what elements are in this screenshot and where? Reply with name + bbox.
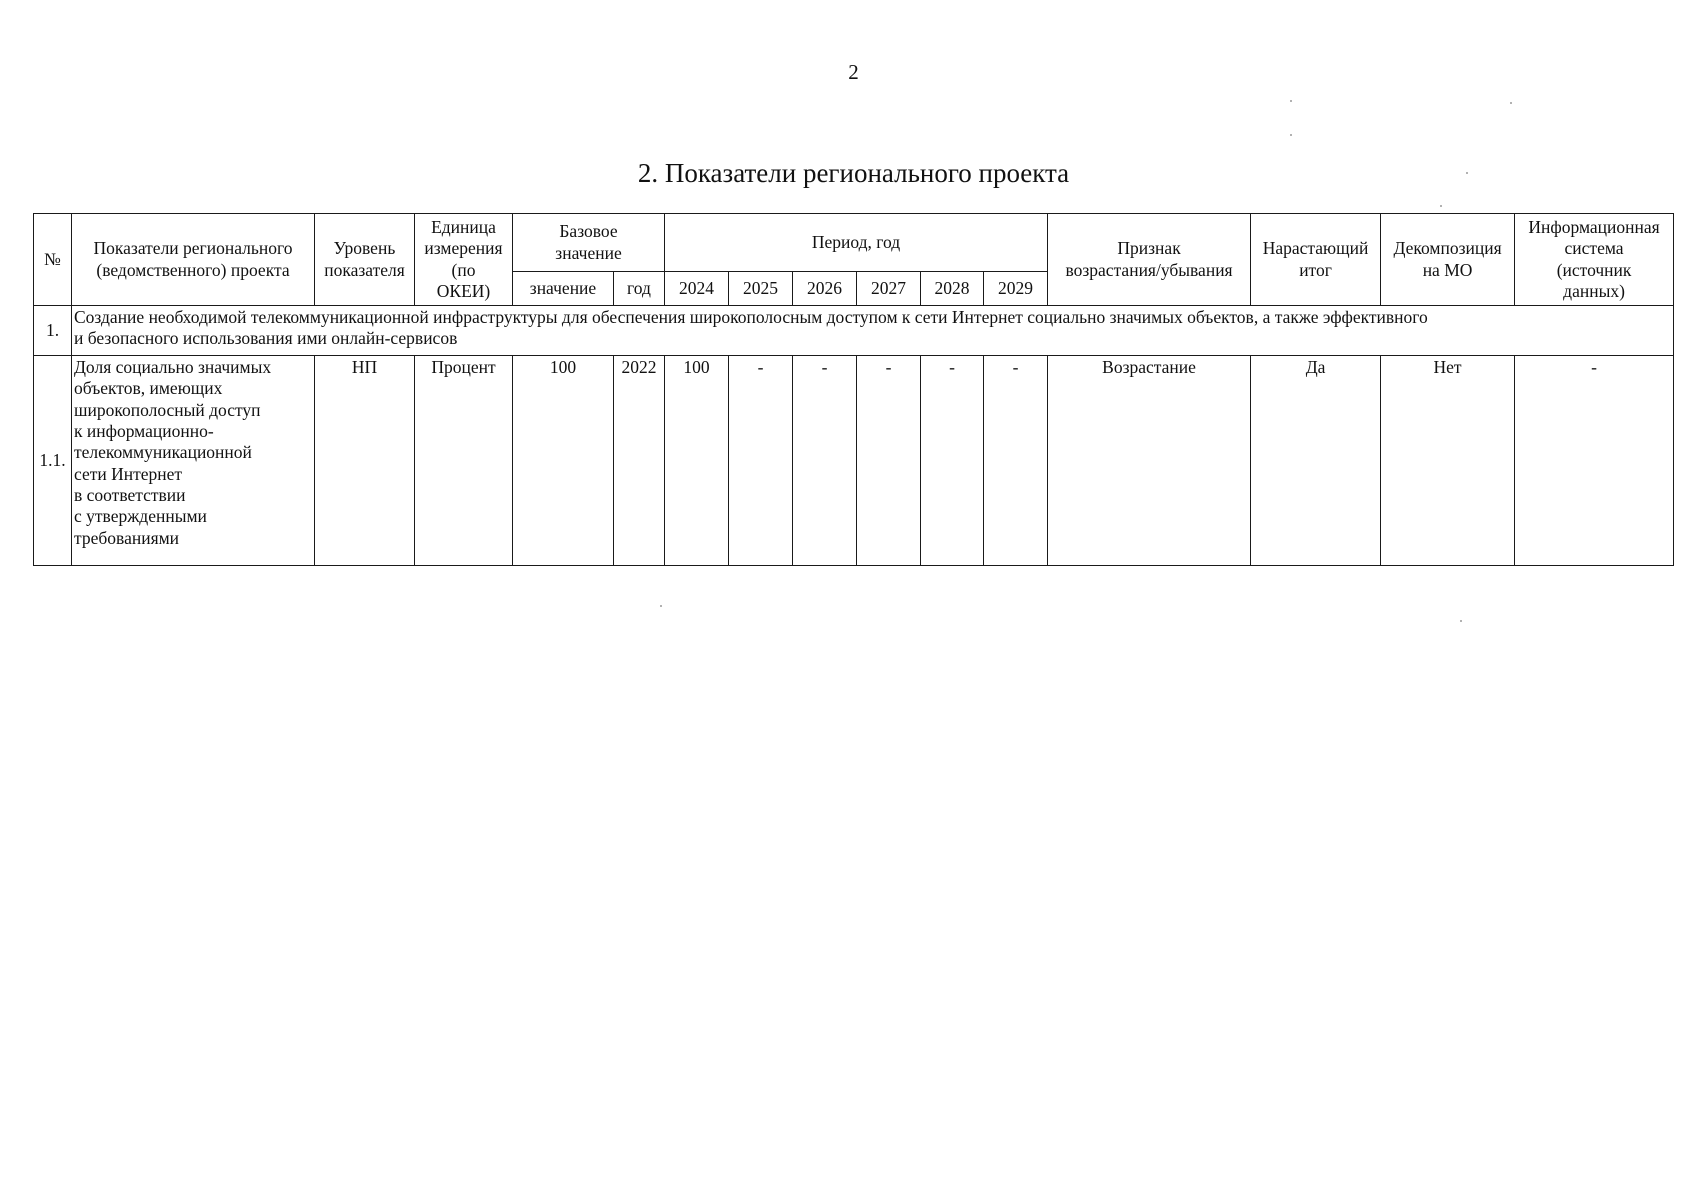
row-value-2025: - (729, 356, 793, 566)
header-num: № (34, 214, 72, 306)
page-number: 2 (848, 60, 859, 84)
scan-speck (1440, 205, 1442, 207)
scan-speck (660, 605, 662, 607)
scan-speck (1290, 134, 1292, 136)
header-period: Период, год (665, 214, 1048, 272)
header-info-system: Информационная система (источник данных) (1515, 214, 1674, 306)
header-base-value-sub-year: год (614, 272, 665, 306)
row-base-year: 2022 (614, 356, 665, 566)
header-decomposition: Декомпозиция на МО (1381, 214, 1515, 306)
header-level: Уровень показателя (315, 214, 415, 306)
header-indicator: Показатели регионального (ведомственного) проекта (72, 214, 315, 306)
row-trend: Возрастание (1048, 356, 1251, 566)
scan-speck (1290, 100, 1292, 102)
row-level: НП (315, 356, 415, 566)
table-row (34, 356, 1674, 566)
header-cumulative: Нарастающий итог (1251, 214, 1381, 306)
page-title: 2. Показатели регионального проекта (637, 158, 1070, 188)
header-year-2026: 2026 (793, 272, 857, 306)
header-base-value-sub-value: значение (513, 272, 614, 306)
scan-speck (1460, 620, 1462, 622)
row-info-system: - (1515, 356, 1674, 566)
row-value-2027: - (857, 356, 921, 566)
row-value-2028: - (921, 356, 984, 566)
header-row (34, 214, 1674, 272)
header-trend: Признак возрастания/убывания (1048, 214, 1251, 306)
header-unit: Единица измерения (по ОКЕИ) (415, 214, 513, 306)
section-text: Создание необходимой телекоммуникационной инфраструктуры для обеспечения широкополосным доступом к сети Интернет социально значимых объектов, а также эффективного и безопасного использования ими онлайн-сервисов (72, 306, 1674, 356)
scan-speck (1510, 102, 1512, 104)
row-unit: Процент (415, 356, 513, 566)
header-year-2024: 2024 (665, 272, 729, 306)
header-year-2028: 2028 (921, 272, 984, 306)
row-value-2026: - (793, 356, 857, 566)
section-row (34, 306, 1674, 356)
indicators-table (33, 213, 1674, 566)
row-value-2024: 100 (665, 356, 729, 566)
section-num: 1. (34, 306, 72, 356)
header-year-2029: 2029 (984, 272, 1048, 306)
header-year-2027: 2027 (857, 272, 921, 306)
row-value-2029: - (984, 356, 1048, 566)
row-cumulative: Да (1251, 356, 1381, 566)
header-base-value: Базовое значение (513, 214, 665, 272)
row-base-value: 100 (513, 356, 614, 566)
row-decomposition: Нет (1381, 356, 1515, 566)
header-year-2025: 2025 (729, 272, 793, 306)
row-indicator: Доля социально значимых объектов, имеющих широкополосный доступ к информационно- телекоммуникационной сети Интернет в соответствии с утвержденными требованиями (72, 356, 315, 566)
scan-speck (1466, 172, 1468, 174)
row-num: 1.1. (34, 356, 72, 566)
